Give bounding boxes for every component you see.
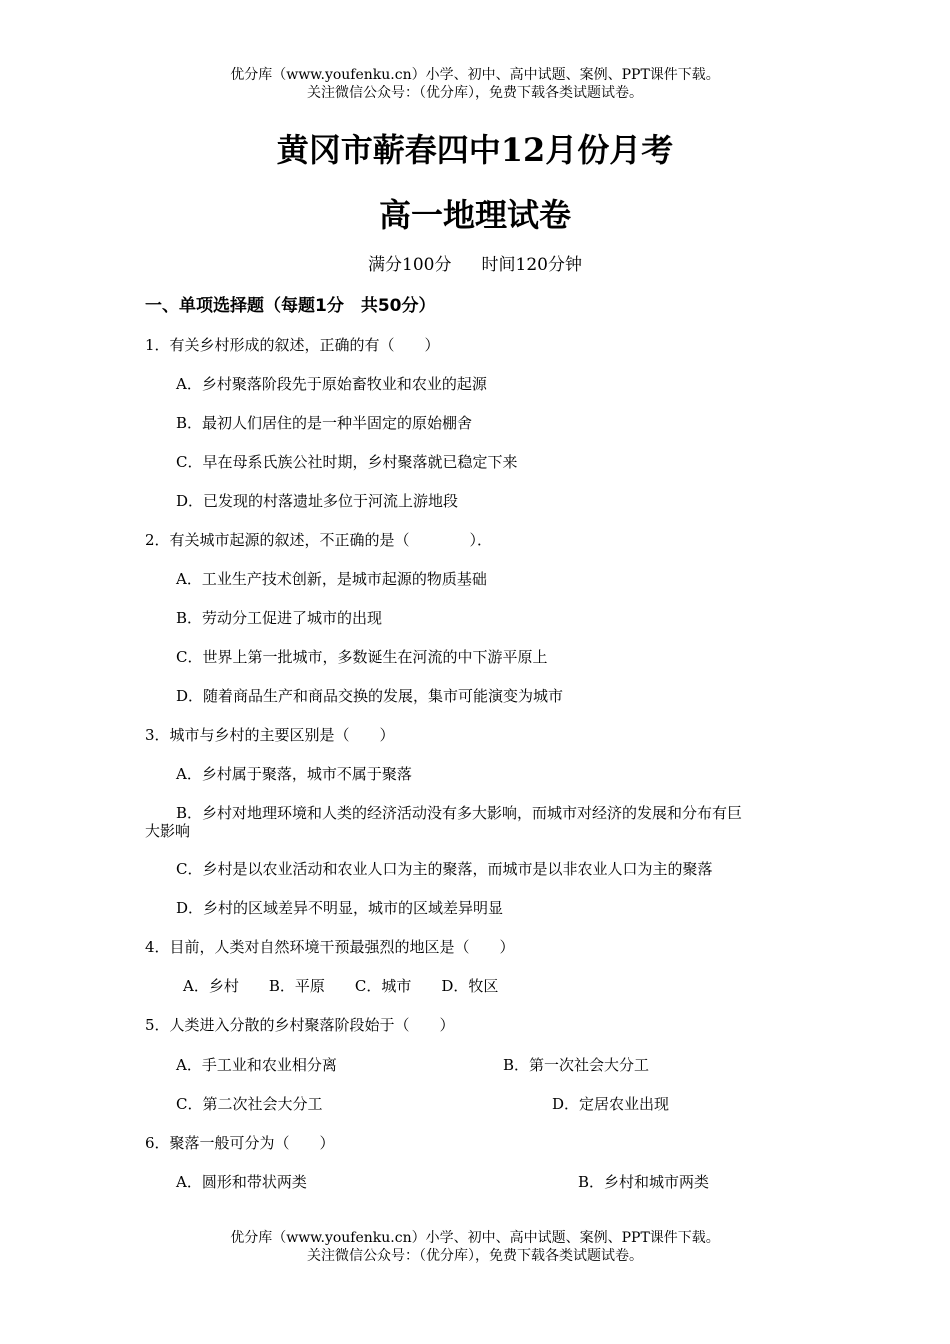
question-option: D．随着商品生产和商品交换的发展，集市可能演变为城市	[176, 687, 564, 705]
question-option: A．工业生产技术创新，是城市起源的物质基础	[176, 570, 487, 588]
question-option: C．早在母系氏族公社时期，乡村聚落就已稳定下来	[176, 453, 518, 471]
question-options-inline: A．乡村 B．平原 C．城市 D．牧区	[183, 977, 499, 995]
question-stem: 4．目前，人类对自然环境干预最强烈的地区是（ ）	[145, 938, 515, 956]
question-stem: 5．人类进入分散的乡村聚落阶段始于（ ）	[145, 1016, 455, 1034]
question-option: D．已发现的村落遗址多位于河流上游地段	[176, 492, 459, 510]
score-info	[0, 253, 950, 277]
question-option: A．乡村聚落阶段先于原始畜牧业和农业的起源	[176, 375, 487, 393]
question-option-continuation: 大影响	[145, 822, 191, 840]
exam-subtitle: 高一地理试卷	[378, 196, 571, 234]
question-option: C．世界上第一批城市，多数诞生在河流的中下游平原上	[176, 648, 548, 666]
question-option: D．乡村的区域差异不明显，城市的区域差异明显	[176, 899, 504, 917]
exam-title: 黄冈市蕲春四中12月份月考	[276, 131, 674, 169]
question-option: B．最初人们居住的是一种半固定的原始棚舍	[176, 414, 473, 432]
watermark-line-1: 优分库（www.youfenku.cn）小学、初中、高中试题、案例、PPT课件下载。	[230, 1230, 720, 1246]
watermark-line-2: 关注微信公众号：（优分库），免费下载各类试题试卷。	[307, 1248, 643, 1264]
question-option: B．乡村和城市两类	[578, 1173, 710, 1191]
exam-time: 时间120分钟	[481, 255, 582, 275]
question-option: B．乡村对地理环境和人类的经济活动没有多大影响，而城市对经济的发展和分布有巨	[176, 804, 743, 822]
question-stem: 3．城市与乡村的主要区别是（ ）	[145, 726, 395, 744]
question-stem: 6．聚落一般可分为（ ）	[145, 1134, 335, 1152]
section-heading: 一、单项选择题（每题1分 共50分）	[145, 296, 436, 316]
full-score: 满分100分	[368, 255, 452, 275]
question-option: C．第二次社会大分工	[176, 1095, 323, 1113]
question-stem: 1．有关乡村形成的叙述，正确的有（ ）	[145, 336, 440, 354]
watermark-line-1: 优分库（www.youfenku.cn）小学、初中、高中试题、案例、PPT课件下载。	[230, 67, 720, 83]
question-option: A．手工业和农业相分离	[176, 1056, 337, 1074]
question-option: C．乡村是以农业活动和农业人口为主的聚落，而城市是以非农业人口为主的聚落	[176, 860, 713, 878]
question-option: A．圆形和带状两类	[176, 1173, 307, 1191]
question-option: D．定居农业出现	[552, 1095, 670, 1113]
question-option: B．劳动分工促进了城市的出现	[176, 609, 383, 627]
watermark-footer	[0, 1229, 950, 1265]
watermark-line-2: 关注微信公众号：（优分库），免费下载各类试题试卷。	[307, 85, 643, 101]
question-option: B．第一次社会大分工	[503, 1056, 650, 1074]
question-option: A．乡村属于聚落，城市不属于聚落	[176, 765, 412, 783]
question-stem: 2．有关城市起源的叙述，不正确的是（ ）．	[145, 531, 493, 549]
watermark-header	[0, 66, 950, 102]
